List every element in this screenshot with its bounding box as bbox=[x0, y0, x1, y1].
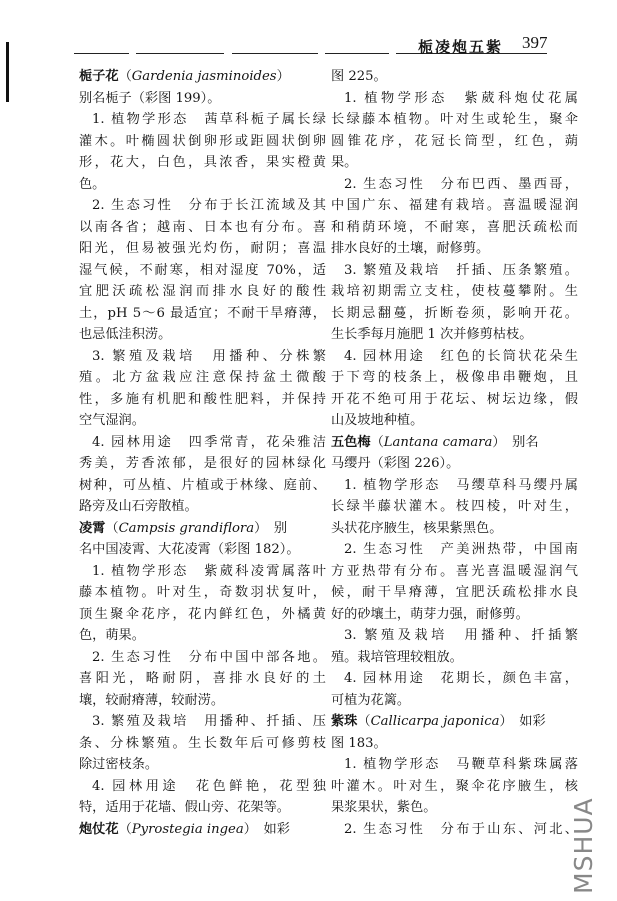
text-line: 土，pH 5～6 最适宜；不耐干旱瘠薄， bbox=[79, 305, 326, 321]
entry-heading-tail: 如彩 bbox=[506, 714, 546, 729]
text-line: 图 225。 bbox=[331, 69, 387, 84]
page-number: 397 bbox=[522, 33, 548, 52]
text-line: 长绿藤本植物。叶对生或轮生，聚伞 bbox=[331, 112, 578, 127]
text-line: 4. 园林用途 红色的长筒状花朵生 bbox=[344, 348, 578, 364]
text-line: 顶生聚伞花序，花内鲜红色，外橘黄 bbox=[79, 606, 326, 622]
text-line: 图 183。 bbox=[331, 735, 387, 751]
text-line: 名中国凌霄、大花凌霄（彩图 182）。 bbox=[79, 542, 300, 557]
text-line: 除过密枝条。 bbox=[79, 757, 159, 772]
text-line: 2. 生态习性 产美洲热带，中国南 bbox=[344, 542, 578, 557]
text-line: 4. 园林用途 花期长，颜色丰富， bbox=[344, 671, 578, 686]
text-line: 候，耐干旱瘠薄，宜肥沃疏松排水良 bbox=[331, 585, 578, 600]
running-header: 栀凌炮五紫 bbox=[418, 38, 504, 56]
latin-name: Pyrostegia ingea bbox=[131, 821, 244, 837]
header-rule-segment bbox=[74, 53, 129, 54]
text-line: 色，萌果。 bbox=[79, 628, 145, 643]
text-line: 1. 植物学形态 紫葳科凌霄属落叶 bbox=[92, 563, 326, 579]
text-line: 4. 园林用途 花色鲜艳，花型独 bbox=[92, 778, 326, 794]
text-line: 生长季每月施肥 1 次并修剪枯枝。 bbox=[331, 327, 533, 342]
text-line: 叶灌木。叶对生，聚伞花序腋生，核 bbox=[331, 778, 578, 794]
latin-name: Gardenia jasminoides bbox=[131, 69, 277, 84]
entry-heading: 紫珠（Callicarpa japonica） 如彩 bbox=[331, 714, 546, 729]
text-line: 秀美，芳香浓郁，是很好的园林绿化 bbox=[79, 456, 326, 471]
entry-heading: 凌霄（Campsis grandiflora） 别 bbox=[79, 520, 288, 536]
text-line: 藤本植物。叶对生，奇数羽状复叶， bbox=[79, 585, 326, 600]
text-line: 和稍荫环境，不耐寒，喜肥沃疏松而 bbox=[331, 219, 578, 235]
text-line: 山及坡地种植。 bbox=[331, 413, 424, 428]
text-line: 空气湿润。 bbox=[79, 413, 145, 428]
text-line: 以南各省；越南、日本也有分布。喜 bbox=[79, 219, 326, 235]
text-line: 色。 bbox=[79, 176, 106, 192]
text-line: 中国广东、福建有栽培。喜温暖湿润 bbox=[331, 198, 578, 213]
right-column bbox=[331, 66, 578, 840]
text-line: 性，多施有机肥和酸性肥料，并保持 bbox=[79, 391, 326, 407]
text-line: 长期忌翻蔓，折断卷须，影响开花。 bbox=[331, 305, 578, 321]
text-line: 4. 园林用途 四季常青，花朵雅洁 bbox=[92, 434, 326, 450]
watermark: MSHUA bbox=[569, 797, 598, 894]
text-line: 果浆果状，紫色。 bbox=[331, 800, 437, 815]
left-column bbox=[79, 66, 326, 840]
text-line: 3. 繁殖及栽培 用播种、扦插、压 bbox=[92, 714, 326, 729]
text-line: 2. 生态习性 分布于长江流域及其 bbox=[92, 198, 326, 213]
entry-heading-tail: 如彩 bbox=[250, 821, 290, 837]
latin-name: Lantana camara bbox=[383, 434, 493, 450]
text-line: 喜阳光，略耐阴，喜排水良好的土 bbox=[79, 671, 326, 686]
entry-name: 五色梅 bbox=[331, 434, 371, 450]
text-line: 2. 生态习性 分布于山东、河北、 bbox=[344, 821, 578, 837]
text-line: 殖。栽培管理较粗放。 bbox=[331, 649, 463, 665]
text-line: 路旁及山石旁散植。 bbox=[79, 499, 198, 514]
text-line: 灌木。叶椭圆状倒卵形或距圆状倒卵 bbox=[79, 133, 326, 149]
text-line: 3. 繁殖及栽培 用播种、分株繁 bbox=[92, 348, 326, 364]
text-line: 殖。北方盆栽应注意保持盆土微酸 bbox=[79, 370, 326, 385]
text-line: 1. 植物学形态 马缨草科马缨丹属 bbox=[344, 477, 578, 493]
text-line: 栽培初期需立支柱，使枝蔓攀附。生 bbox=[331, 284, 578, 299]
text-line: 可植为花篱。 bbox=[331, 692, 411, 708]
header-rule-segment bbox=[325, 53, 389, 54]
text-line: 1. 植物学形态 马鞭草科紫珠属落 bbox=[344, 757, 578, 772]
text-line: 头状花序腋生，核果紫黑色。 bbox=[331, 520, 503, 536]
text-line: 马缨丹（彩图 226）。 bbox=[331, 456, 460, 471]
text-line: 于下弯的枝条上，极像串串鞭炮，且 bbox=[331, 370, 578, 385]
text-line: 长绿半藤状灌木。枝四棱，叶对生， bbox=[331, 499, 578, 514]
entry-name: 栀子花 bbox=[79, 69, 119, 84]
text-line: 别名栀子（彩图 199）。 bbox=[79, 90, 221, 106]
text-line: 开花不绝可用于花坛、树坛边缘，假 bbox=[331, 391, 578, 407]
latin-name: Campsis grandiflora bbox=[118, 520, 255, 536]
text-line: 也忌低洼积涝。 bbox=[79, 327, 172, 342]
text-line: 2. 生态习性 分布巴西、墨西哥， bbox=[344, 176, 578, 192]
binding-edge bbox=[6, 42, 9, 102]
text-line: 阳光，但易被强光灼伤，耐阴；喜温 bbox=[79, 241, 326, 256]
text-line: 形，花大，白色，具浓香，果实橙黄 bbox=[79, 155, 326, 170]
text-line: 湿气候，不耐寒，相对湿度 70%，适 bbox=[79, 262, 326, 278]
entry-name: 凌霄 bbox=[79, 520, 106, 536]
text-line: 1. 植物学形态 茜草科栀子属长绿 bbox=[92, 112, 326, 127]
entry-name: 紫珠 bbox=[331, 714, 358, 729]
text-line: 壤，较耐瘠薄，较耐涝。 bbox=[79, 692, 225, 708]
text-line: 圆锥花序，花冠长筒型，红色，蒴 bbox=[331, 133, 578, 149]
entry-heading: 炮仗花（Pyrostegia ingea） 如彩 bbox=[79, 821, 290, 837]
latin-name: Callicarpa japonica bbox=[370, 714, 500, 729]
text-line: 1. 植物学形态 紫葳科炮仗花属 bbox=[344, 90, 578, 106]
text-line: 宜肥沃疏松湿润而排水良好的酸性 bbox=[79, 284, 326, 299]
entry-heading: 栀子花（Gardenia jasminoides） bbox=[79, 69, 290, 84]
entry-heading-tail: 别 bbox=[260, 520, 288, 536]
header-rule-segment bbox=[136, 53, 224, 54]
text-line: 3. 繁殖及栽培 用播种、扦插繁 bbox=[344, 628, 578, 643]
text-line: 好的砂壤土，萌芽力强，耐修剪。 bbox=[331, 606, 529, 622]
text-line: 方亚热带有分布。喜光喜温暖湿润气 bbox=[331, 563, 578, 579]
text-line: 特，适用于花墙、假山旁、花架等。 bbox=[79, 800, 290, 815]
text-line: 2. 生态习性 分布中国中部各地。 bbox=[92, 649, 326, 665]
entry-heading: 五色梅（Lantana camara） 别名 bbox=[331, 434, 539, 450]
text-line: 果。 bbox=[331, 155, 358, 170]
text-line: 3. 繁殖及栽培 扦插、压条繁殖。 bbox=[344, 262, 578, 278]
header-rule-segment bbox=[232, 53, 318, 54]
entry-heading-tail: 别名 bbox=[498, 434, 539, 450]
text-line: 树种，可丛植、片植或于林缘、庭前、 bbox=[79, 477, 326, 493]
entry-name: 炮仗花 bbox=[79, 821, 119, 837]
text-line: 排水良好的土壤，耐修剪。 bbox=[331, 241, 490, 256]
text-line: 条、分株繁殖。生长数年后可修剪枝 bbox=[79, 735, 326, 751]
